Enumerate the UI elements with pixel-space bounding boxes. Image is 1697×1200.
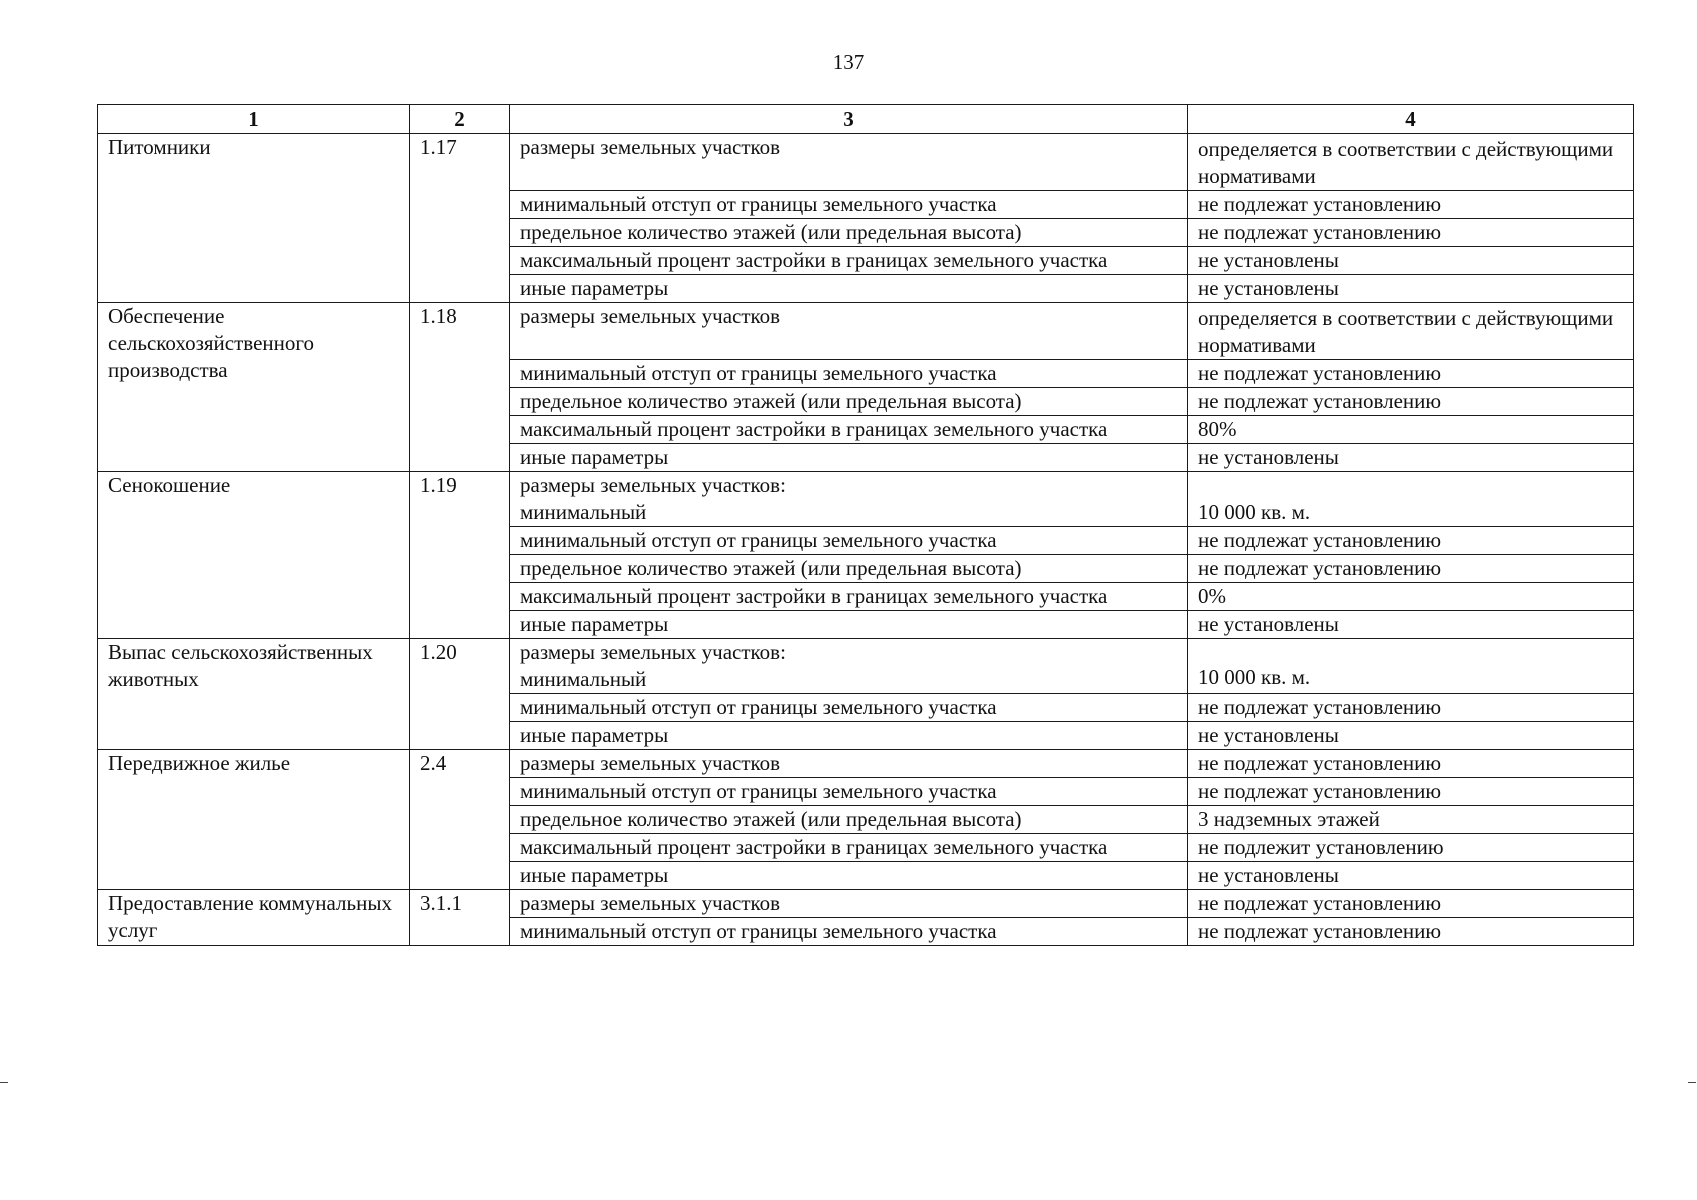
parameter-cell: предельное количество этажей (или предельная высота) (510, 555, 1188, 583)
parameter-cell: максимальный процент застройки в границах земельного участка (510, 583, 1188, 611)
value-cell: не установлены (1188, 611, 1634, 639)
use-type-code: 1.20 (410, 639, 510, 750)
parameter-cell: иные параметры (510, 722, 1188, 750)
use-type-name: Сенокошение (98, 472, 410, 639)
value-cell: определяется в соответствии с действующими нормативами (1188, 303, 1634, 360)
value-cell: 10 000 кв. м. (1188, 639, 1634, 694)
value-cell: не подлежат установлению (1188, 527, 1634, 555)
use-type-code: 1.19 (410, 472, 510, 639)
table-row (98, 472, 1634, 527)
table-row (98, 134, 1634, 191)
value-cell: определяется в соответствии с действующими нормативами (1188, 134, 1634, 191)
parameter-cell: минимальный отступ от границы земельного участка (510, 918, 1188, 946)
parameter-line: размеры земельных участков: (520, 640, 786, 664)
value-cell: 0% (1188, 583, 1634, 611)
value-cell: не подлежат установлению (1188, 918, 1634, 946)
parameter-line: минимальный (520, 500, 647, 524)
parameter-cell: предельное количество этажей (или предельная высота) (510, 806, 1188, 834)
parameter-cell: размеры земельных участков (510, 134, 1188, 191)
parameter-cell: минимальный отступ от границы земельного участка (510, 360, 1188, 388)
value-cell: не подлежат установлению (1188, 555, 1634, 583)
parameter-cell: размеры земельных участков (510, 303, 1188, 360)
use-type-code: 1.17 (410, 134, 510, 303)
parameter-cell: размеры земельных участков (510, 750, 1188, 778)
value-cell: не подлежат установлению (1188, 219, 1634, 247)
value-cell: не установлены (1188, 275, 1634, 303)
parameter-cell (510, 639, 1188, 694)
parameter-cell: предельное количество этажей (или предельная высота) (510, 388, 1188, 416)
parameter-cell: иные параметры (510, 275, 1188, 303)
parameter-cell: минимальный отступ от границы земельного участка (510, 527, 1188, 555)
value-cell: 10 000 кв. м. (1188, 472, 1634, 527)
parameter-cell: максимальный процент застройки в границах земельного участка (510, 834, 1188, 862)
page-number: 137 (832, 50, 865, 74)
parameter-cell: минимальный отступ от границы земельного участка (510, 694, 1188, 722)
value-cell: не подлежат установлению (1188, 778, 1634, 806)
parameter-cell: размеры земельных участков (510, 890, 1188, 918)
value-cell: не подлежат установлению (1188, 750, 1634, 778)
parameter-cell: предельное количество этажей (или предельная высота) (510, 219, 1188, 247)
use-type-code: 2.4 (410, 750, 510, 890)
parameter-cell (510, 472, 1188, 527)
use-type-name: Выпас сельскохозяйственных животных (98, 639, 410, 750)
value-cell: не подлежат установлению (1188, 191, 1634, 219)
left-edge-mark (0, 1082, 8, 1083)
use-type-name: Передвижное жилье (98, 750, 410, 890)
value-cell: 80% (1188, 416, 1634, 444)
value-cell: не установлены (1188, 862, 1634, 890)
use-type-code: 3.1.1 (410, 890, 510, 946)
value-cell: не подлежит установлению (1188, 834, 1634, 862)
parameter-cell: максимальный процент застройки в границах земельного участка (510, 247, 1188, 275)
column-header: 2 (410, 105, 510, 134)
column-header: 1 (98, 105, 410, 134)
parameter-line: размеры земельных участков: (520, 473, 786, 497)
value-cell: не подлежат установлению (1188, 890, 1634, 918)
right-edge-mark (1688, 1082, 1696, 1083)
use-type-name: Обеспечение сельскохозяйственного производства (98, 303, 410, 472)
parameter-cell: минимальный отступ от границы земельного участка (510, 191, 1188, 219)
value-cell: не установлены (1188, 247, 1634, 275)
value-cell: 3 надземных этажей (1188, 806, 1634, 834)
parameter-cell: максимальный процент застройки в границах земельного участка (510, 416, 1188, 444)
table-header-row (98, 105, 1634, 134)
value-cell: не установлены (1188, 444, 1634, 472)
use-type-code: 1.18 (410, 303, 510, 472)
regulations-table (97, 104, 1634, 946)
parameter-cell: иные параметры (510, 862, 1188, 890)
table-row (98, 639, 1634, 694)
column-header: 4 (1188, 105, 1634, 134)
parameter-cell: иные параметры (510, 611, 1188, 639)
table-row (98, 750, 1634, 778)
table-row (98, 890, 1634, 918)
column-header: 3 (510, 105, 1188, 134)
use-type-name: Питомники (98, 134, 410, 303)
table-row (98, 303, 1634, 360)
value-cell: не установлены (1188, 722, 1634, 750)
parameter-cell: иные параметры (510, 444, 1188, 472)
value-cell: не подлежат установлению (1188, 694, 1634, 722)
parameter-cell: минимальный отступ от границы земельного участка (510, 778, 1188, 806)
value-cell: не подлежат установлению (1188, 360, 1634, 388)
value-cell: не подлежат установлению (1188, 388, 1634, 416)
parameter-line: минимальный (520, 667, 647, 691)
use-type-name: Предоставление коммунальных услуг (98, 890, 410, 946)
